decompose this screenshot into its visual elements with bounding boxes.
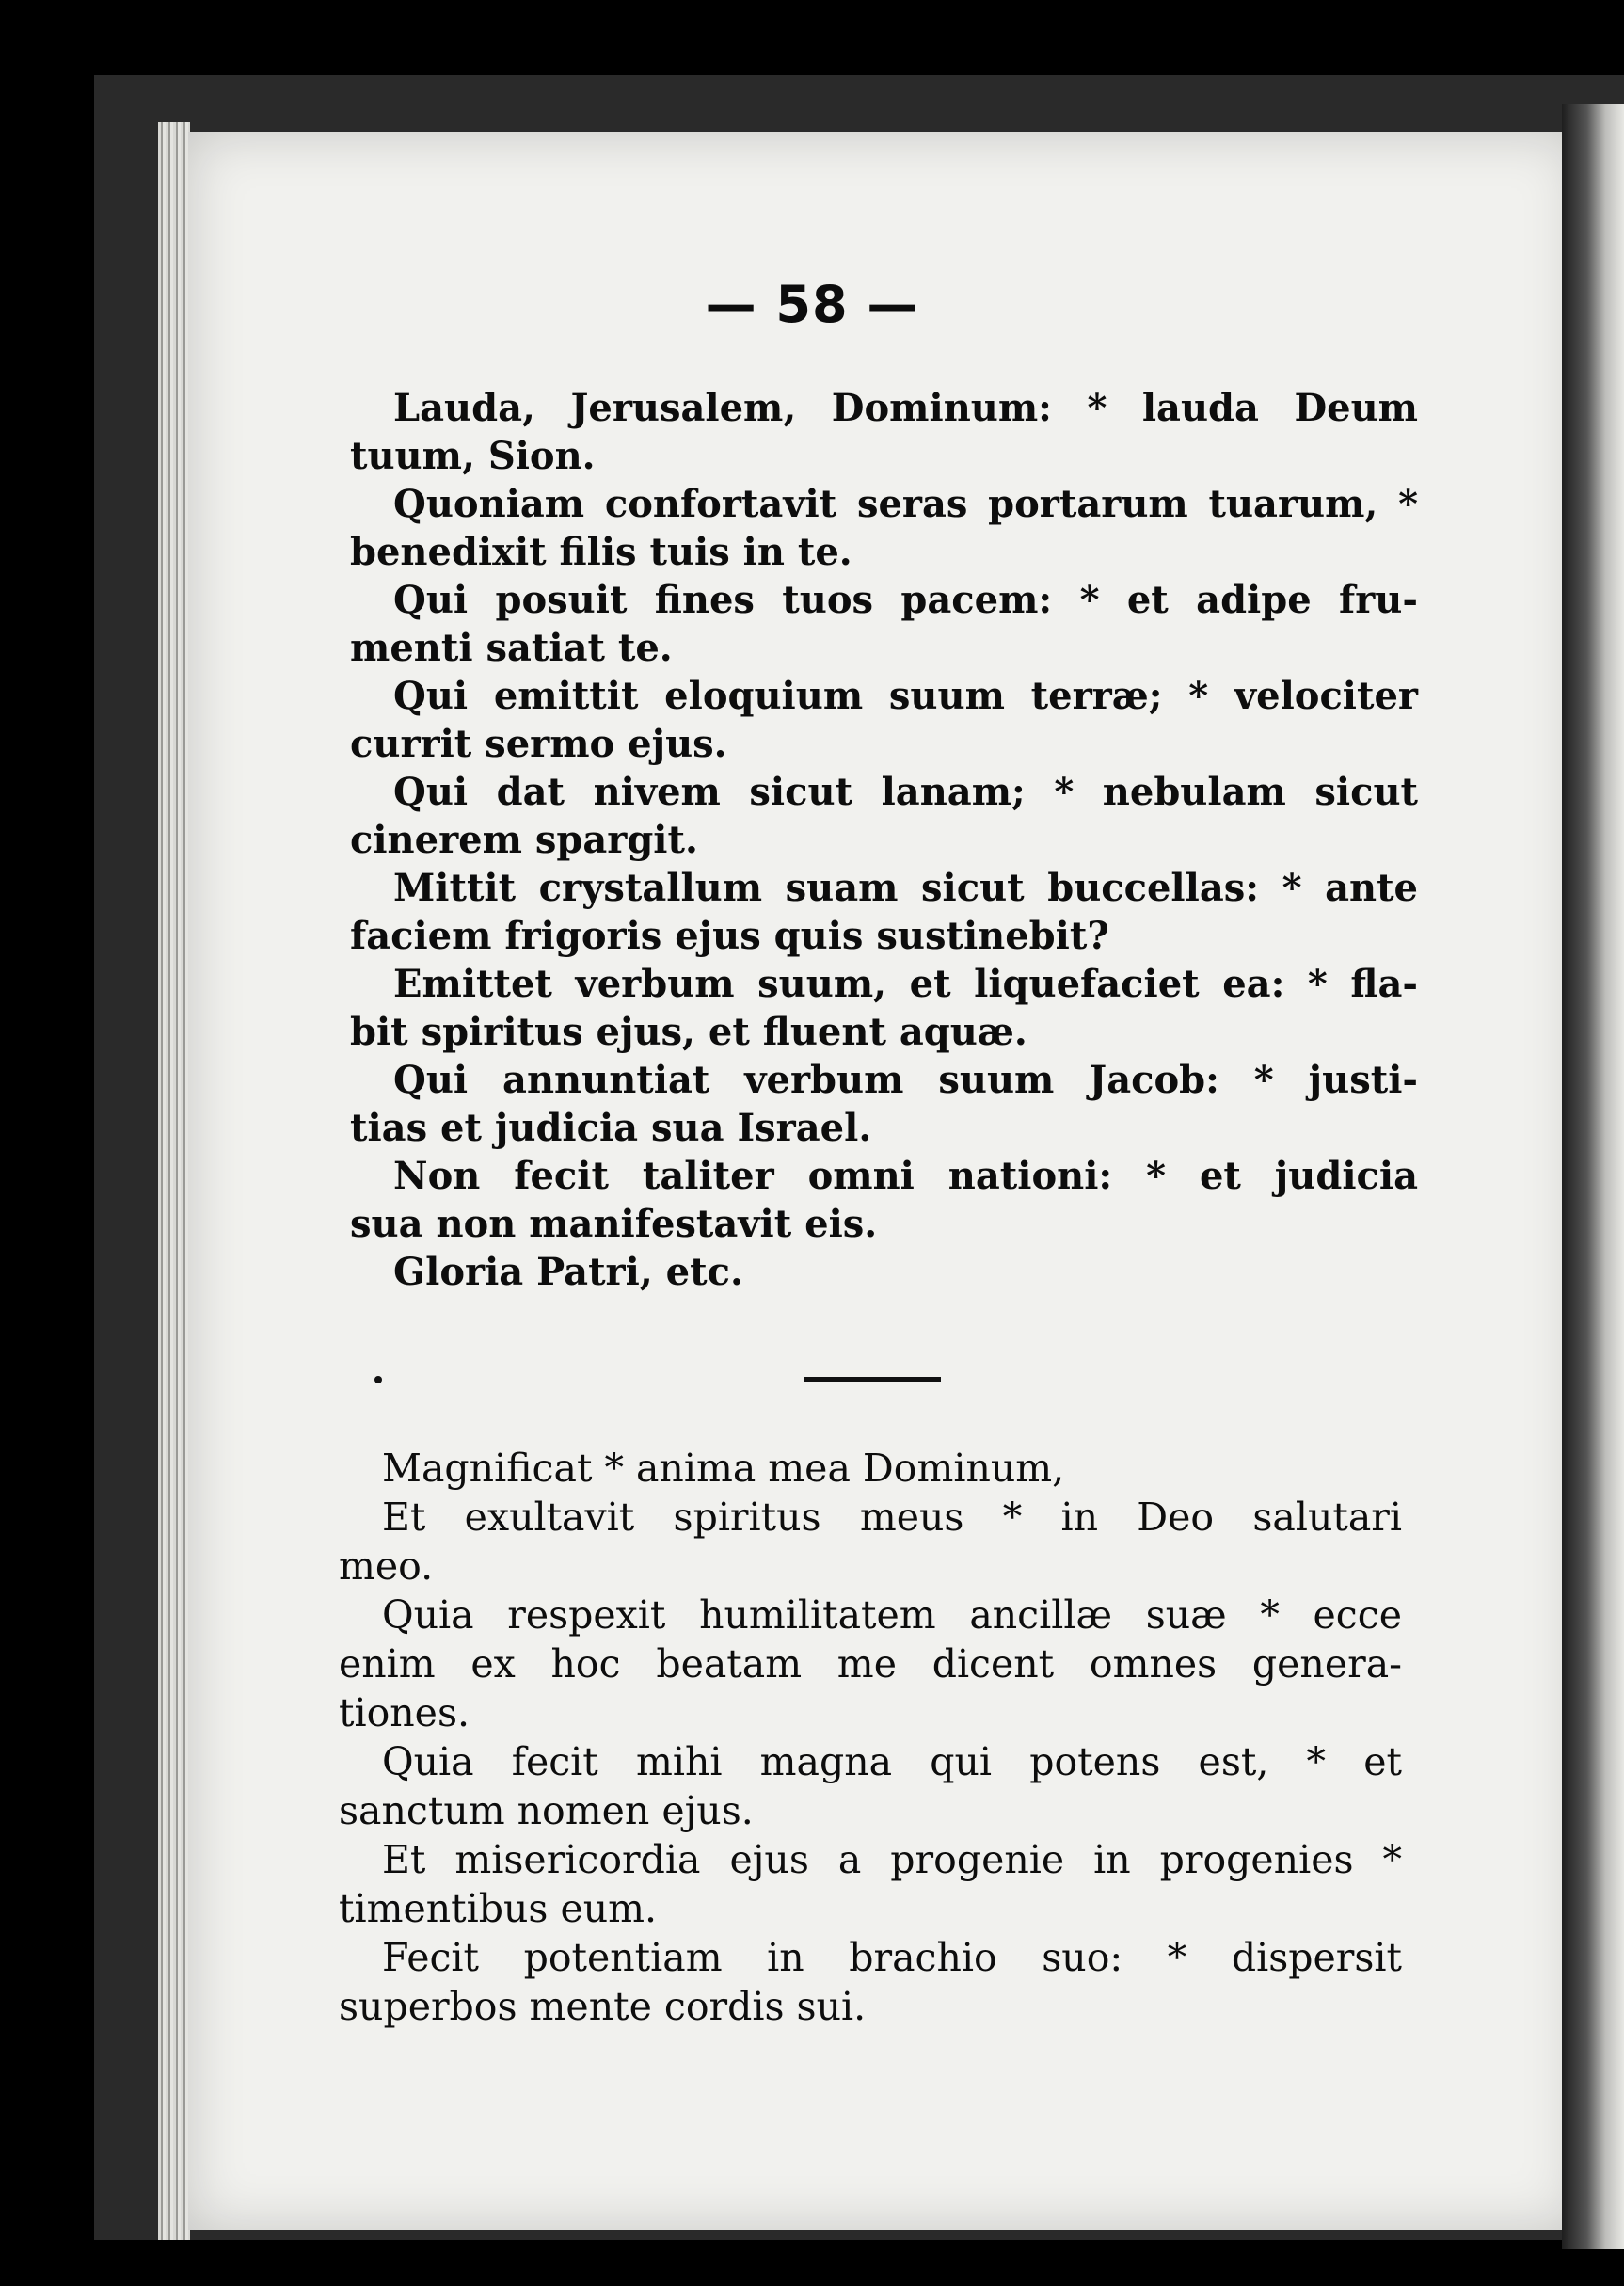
text-line: tias et judicia sua Israel. [350,1106,872,1150]
text-line: Gloria Patri, etc. [393,1250,743,1294]
text-line: tuum, Sion. [350,434,596,478]
section-divider [804,1377,941,1382]
text-line: Quia fecit mihi magna qui potens est, * et [382,1739,1402,1784]
text-line: Fecit potentiam in brachio suo: * dispersit [382,1935,1402,1980]
text-line: Lauda, Jerusalem, Dominum: * lauda Deum [393,386,1418,430]
text-line: sua non manifestavit eis. [350,1202,878,1246]
book-gutter [1562,104,1624,2249]
text-line: Qui emittit eloquium suum terræ; * velociter [393,674,1418,718]
magnificat-text-block [339,1444,1402,2031]
text-line: menti satiat te. [350,626,673,670]
text-line: Non fecit taliter omni nationi: * et judicia [393,1154,1418,1198]
text-line: timentibus eum. [339,1886,658,1931]
page-number: — 58 — [705,275,919,334]
text-line: Et exultavit spiritus meus * in Deo salutari [382,1495,1402,1540]
text-line: enim ex hoc beatam me dicent omnes genera- [339,1641,1402,1687]
text-line: Quia respexit humilitatem ancillæ suæ * ecce [382,1592,1402,1638]
text-line: superbos mente cordis sui. [339,1984,867,2029]
text-line: Mittit crystallum suam sicut buccellas: * ante [393,866,1418,910]
text-line: faciem frigoris ejus quis sustinebit? [350,914,1109,958]
text-line: meo. [339,1543,434,1589]
text-line: Qui annuntiat verbum suum Jacob: * justi- [393,1058,1418,1102]
text-line: cinerem spargit. [350,818,698,862]
text-line: tiones. [339,1690,470,1735]
text-line: benedixit filis tuis in te. [350,530,852,574]
page-edge-stripes [158,122,190,2240]
stray-dot [374,1376,382,1383]
text-line: currit sermo ejus. [350,722,727,766]
text-line: Qui posuit fines tuos pacem: * et adipe fru- [393,578,1418,622]
text-line: Magnificat * anima mea Dominum, [382,1446,1065,1491]
text-line: Quoniam confortavit seras portarum tuarum, * [393,482,1418,526]
psalm-text-block [350,384,1418,1296]
text-line: Emittet verbum suum, et liquefaciet ea: * fla- [393,962,1418,1006]
text-line: bit spiritus ejus, et fluent aquæ. [350,1010,1027,1054]
text-line: sanctum nomen ejus. [339,1788,754,1833]
text-line: Qui dat nivem sicut lanam; * nebulam sicut [393,770,1418,814]
text-line: Et misericordia ejus a progenie in progenies * [382,1837,1402,1882]
